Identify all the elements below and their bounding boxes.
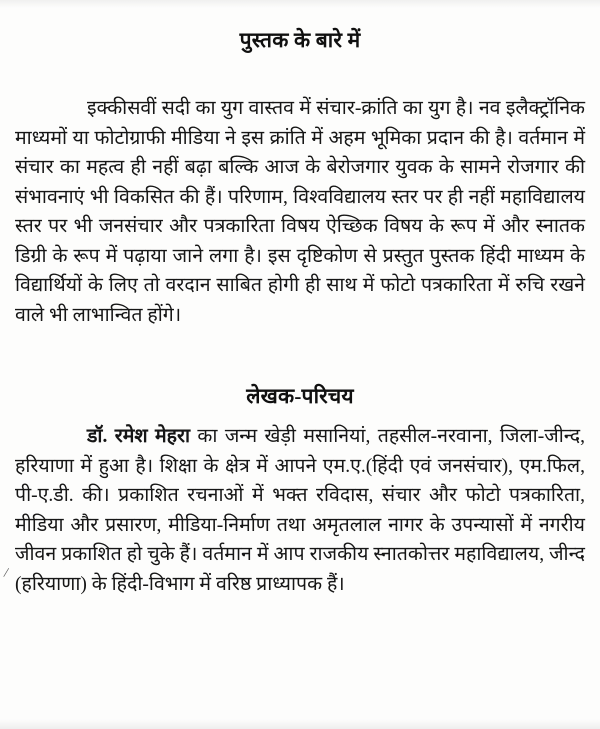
about-book-heading: पुस्तक के बारे में [239,28,361,52]
about-book-paragraph [15,94,585,330]
author-name: डॉ. रमेश मेहरा [87,426,191,447]
author-intro-text: का जन्म खेड़ी मसानियां, तहसील-नरवाना, जिला-जीन्द, हरियाणा में हुआ है। शिक्षा के क्षेत्र में आपने एम.ए.(हिंदी एवं जनसंचार), एम.फिल, पी-ए.डी. की। प्रकाशित रचनाओं में भक्त रविदास, संचार और फोटो पत्रकारिता, मीडिया और प्रसारण, मीडिया-निर्माण तथा अमृतलाल नागर के उपन्यासों में नगरीय जीवन प्रकाशित हो चुके हैं। वर्तमान में आप राजकीय स्नातकोत्तर महाविद्यालय, जीन्द (हरियाणा) के हिंदी-विभाग में वरिष्ठ प्राध्यापक हैं। [15,426,585,595]
author-intro-heading: लेखक-परिचय [246,384,354,408]
author-intro-paragraph [15,422,585,599]
scan-shading-bottom [0,719,600,729]
scan-shading-top [0,0,600,8]
about-book-text: इक्कीसवीं सदी का युग वास्तव में संचार-क्रांति का युग है। नव इलैक्ट्रॉनिक माध्यमों या फोटोग्राफी मीडिया ने इस क्रांति में अहम भूमिका प्रदान की है। वर्तमान में संचार का महत्व ही नहीं बढ़ा बल्कि आज के बेरोजगार युवक के सामने रोजगार की संभावनाएं भी विकसित की हैं। परिणाम, विश्वविद्यालय स्तर पर ही नहीं महाविद्यालय स्तर पर भी जनसंचार और पत्रकारिता विषय ऐच्छिक विषय के रूप में और स्नातक डिग्री के रूप में पढ़ाया जाने लगा है। इस दृष्टिकोण से प्रस्तुत पुस्तक हिंदी माध्यम के विद्यार्थियों के लिए तो वरदान साबित होगी ही साथ में फोटो पत्रकारिता में रुचि रखने वाले भी लाभान्वित होंगे। [15,98,585,326]
scan-artifact-mark: / [2,565,10,582]
